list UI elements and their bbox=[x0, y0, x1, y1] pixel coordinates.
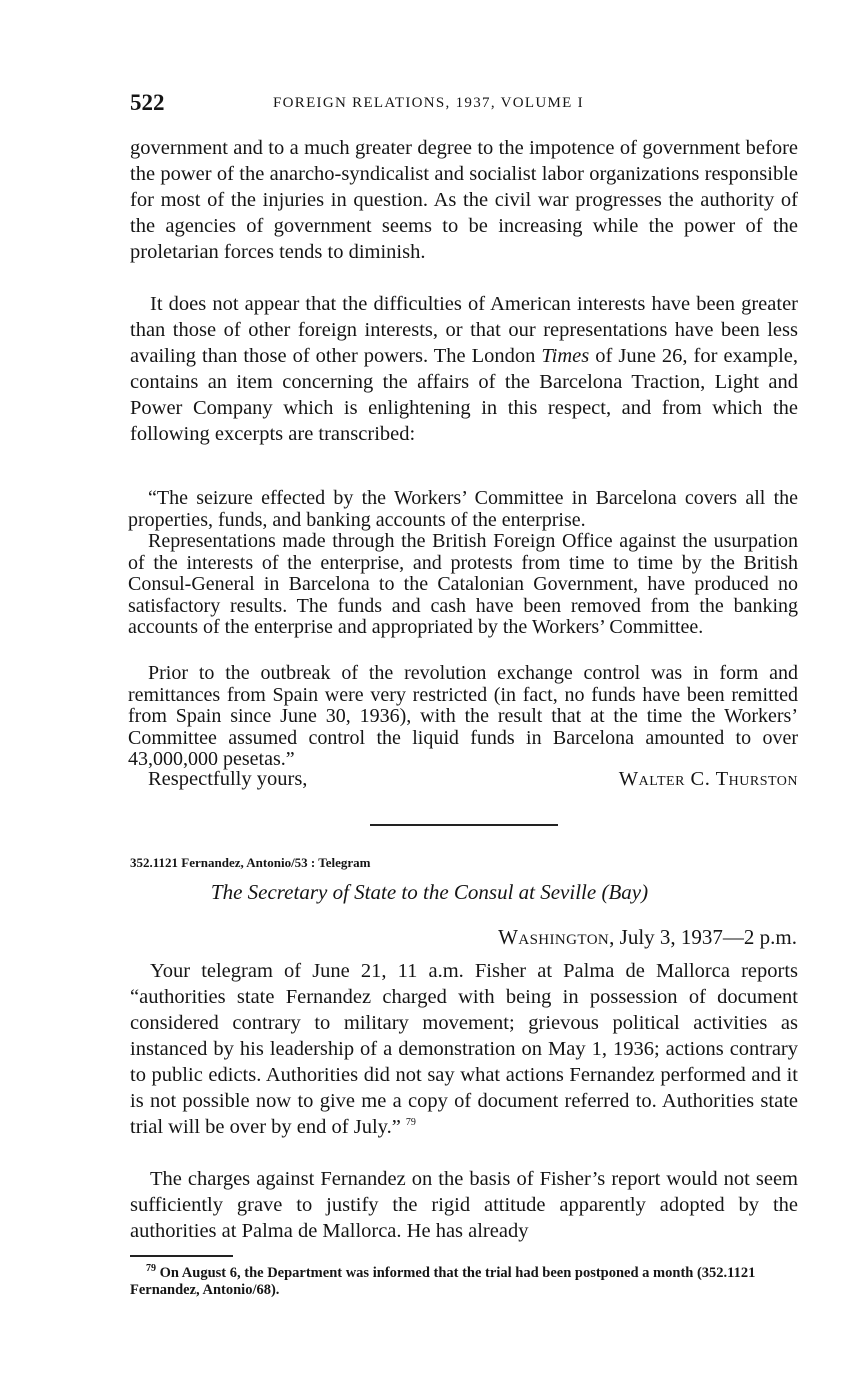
paragraph-text: of June 26, for example, contains an item concerning the affairs of the Barcelona Traction, Light and Power Company which is enlightening in this respect, and from which the following excerpts are transcribed: bbox=[130, 345, 799, 445]
running-header bbox=[130, 90, 800, 120]
quoted-excerpt-2: Representations made through the British Foreign Office against the usurpation of the interests of the enterprise, and protests from time to time by the British Consul-General in Barcelona to the Catalonian Government, have produced no satisfactory results. The funds and cash have been removed from the banking accounts of the enterprise and appropriated by the Workers’ Committee. bbox=[128, 530, 798, 638]
paragraph-text: Your telegram of June 21, 11 a.m. Fisher at Palma de Mallorca reports “authorities state Fernandez charged with being in possession of document considered contrary to military movement; grievous political activities as instanced by his leadership of a demonstration on May 1, 1936; actions contrary to public edicts. Authorities did not say what actions Fernandez performed and it is not possible now to give me a copy of document referred to. Authorities state trial will be over by end of July.” bbox=[130, 960, 798, 1138]
footnote-mark: 79 bbox=[146, 1263, 156, 1275]
footnote-divider bbox=[130, 1255, 233, 1257]
letter-closing bbox=[148, 768, 798, 796]
page-number: 522 bbox=[130, 90, 165, 115]
footnote-text: On August 6, the Department was informed that the trial had been postponed a month (352.1121 Fernandez, Antonio/68). bbox=[130, 1265, 756, 1298]
document-title: The Secretary of State to the Consul at Seville (Bay) bbox=[210, 880, 649, 904]
telegram-paragraph-1 bbox=[130, 958, 798, 1140]
letter-paragraph-1: government and to a much greater degree to the impotence of government before the power of the anarcho-syndicalist and socialist labor organizations responsible for most of the injuries in question. As the civil war progresses the authority of the agencies of government seems to be increasing while the power of the proletarian forces tends to diminish. bbox=[130, 137, 798, 263]
running-title: FOREIGN RELATIONS, 1937, VOLUME I bbox=[273, 95, 584, 111]
complimentary-close: Respectfully yours, bbox=[148, 768, 308, 790]
dateline-date: , July 3, 1937—2 p.m. bbox=[609, 925, 797, 949]
dateline-place: Washington bbox=[498, 925, 610, 949]
newspaper-title: Times bbox=[541, 345, 590, 367]
file-reference: 352.1121 Fernandez, Antonio/53 : Telegram bbox=[130, 855, 371, 870]
dateline bbox=[498, 925, 797, 950]
quoted-excerpt-3: Prior to the outbreak of the revolution exchange control was in form and remittances from Spain were very restricted (in fact, no funds have been remitted from Spain since June 30, 1936), with the result that at the time the Workers’ Committee assumed control the liquid funds in Barcelona amounted to over 43,000,000 pesetas.” bbox=[128, 662, 798, 770]
footnote bbox=[130, 1265, 800, 1299]
signature: Walter C. Thurston bbox=[618, 768, 798, 790]
quoted-excerpt-1: “The seizure effected by the Workers’ Committee in Barcelona covers all the properties, funds, and banking accounts of the enterprise. bbox=[128, 487, 798, 531]
section-divider bbox=[370, 824, 558, 826]
paragraph-text: It does not appear that the difficulties of American interests have been greater than those of other foreign interests, or that our representations have been less availing than those of other powers. The London bbox=[130, 293, 798, 367]
footnote-reference: 79 bbox=[405, 1117, 416, 1129]
telegram-paragraph-2: The charges against Fernandez on the basis of Fisher’s report would not seem sufficiently grave to justify the rigid attitude apparently adopted by the authorities at Palma de Mallorca. He has already bbox=[130, 1168, 798, 1242]
letter-paragraph-2 bbox=[130, 291, 798, 447]
